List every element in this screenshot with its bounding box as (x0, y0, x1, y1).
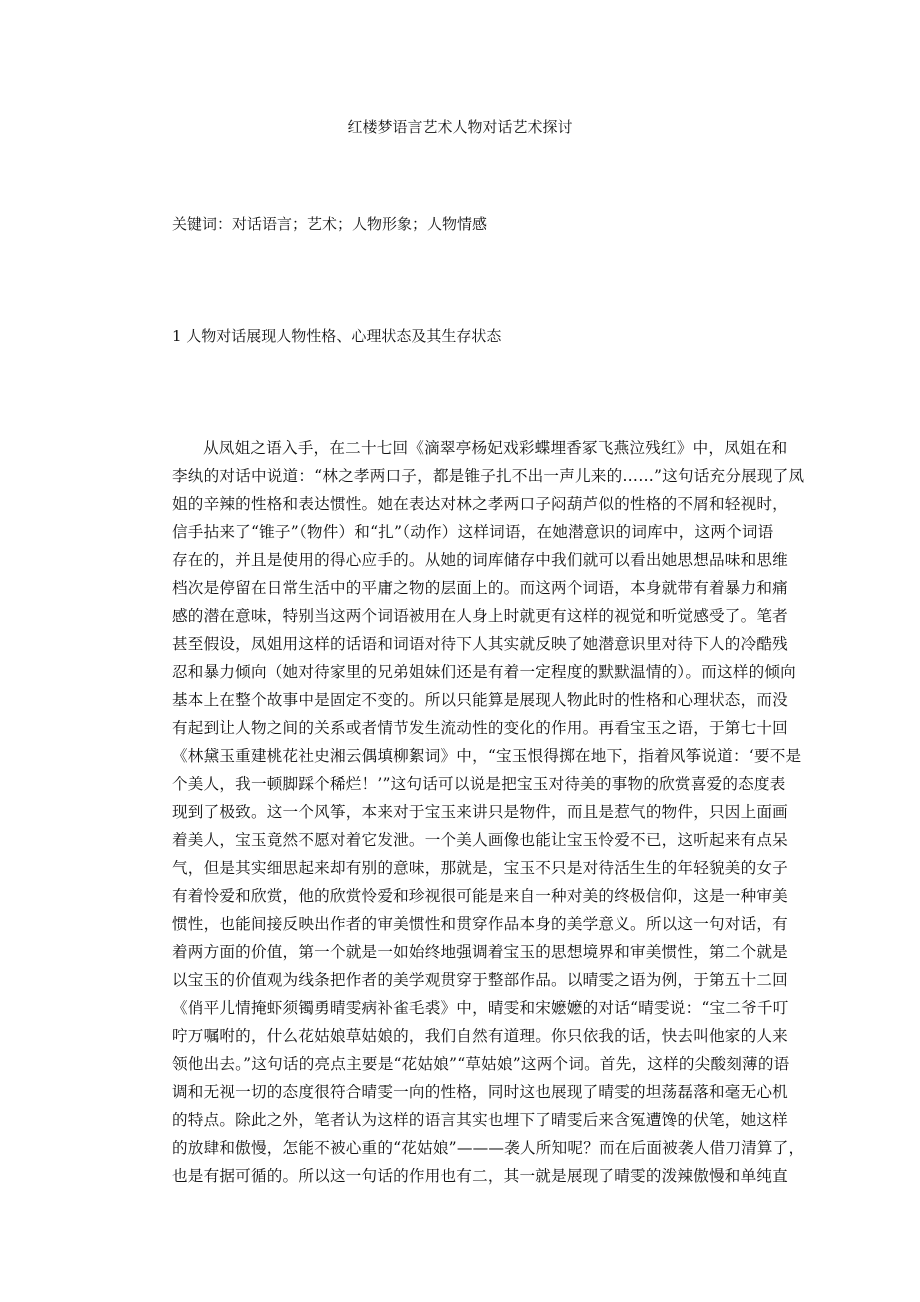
paragraph-line: 忍和暴力倾向（她对待家里的兄弟姐妹们还是有着一定程度的默默温情的）。而这样的倾向 (172, 663, 796, 681)
paragraph-line: 领他出去。”这句话的亮点主要是“花姑娘”“草姑娘”这两个词。首先，这样的尖酸刻薄的语 (172, 1055, 790, 1073)
paragraph-line: 也是有据可循的。所以这一句话的作用也有二，其一就是展现了晴雯的泼辣傲慢和单纯直 (172, 1167, 788, 1185)
document-title: 红楼梦语言艺术人物对话艺术探讨 (347, 118, 573, 136)
paragraph-line: 个美人，我一顿脚踩个稀烂！’”这句话可以说是把宝玉对待美的事物的欣赏喜爱的态度表 (172, 775, 786, 793)
paragraph-line: 现到了极致。这一个风筝，本来对于宝玉来讲只是物件，而且是惹气的物件，只因上面画 (172, 803, 788, 821)
paragraph-line: 调和无视一切的态度很符合晴雯一向的性格，同时这也展现了晴雯的坦荡磊落和毫无心机 (172, 1083, 788, 1101)
paragraph-line: 从凤姐之语入手，在二十七回《滴翠亭杨妃戏彩蝶埋香冢飞燕泣残红》中，凤姐在和 (203, 439, 788, 457)
paragraph-line: 甚至假设，凤姐用这样的话语和词语对待下人其实就反映了她潜意识里对待下人的冷酷残 (172, 635, 788, 653)
paragraph-line: 感的潜在意味，特别当这两个词语被用在人身上时就更有这样的视觉和听觉感受了。笔者 (172, 607, 788, 625)
paragraph-line: 以宝玉的价值观为线条把作者的美学观贯穿于整部作品。以晴雯之语为例，于第五十二回 (172, 971, 788, 989)
body-paragraph (172, 434, 805, 1190)
paragraph-line: 咛万嘱咐的，什么花姑娘草姑娘的，我们自然有道理。你只依我的话，快去叫他家的人来 (172, 1027, 788, 1045)
paragraph-line: 李纨的对话中说道：“林之孝两口子，都是锥子扎不出一声儿来的……”这句话充分展现了凤 (172, 467, 805, 485)
paragraph-line: 《林黛玉重建桃花社史湘云偶填柳絮词》中，“宝玉恨得掷在地下，指着风筝说道：‘要不是 (172, 747, 802, 765)
paragraph-line: 的放肆和傲慢，怎能不被心重的“花姑娘”———袭人所知呢？而在后面被袭人借刀清算了， (172, 1139, 805, 1157)
paragraph-line: 的特点。除此之外，笔者认为这样的语言其实也埋下了晴雯后来含冤遭馋的伏笔，她这样 (172, 1111, 788, 1129)
section-heading: 1 人物对话展现人物性格、心理状态及其生存状态 (172, 327, 502, 345)
paragraph-line: 姐的辛辣的性格和表达惯性。她在表达对林之孝两口子闷葫芦似的性格的不屑和轻视时， (172, 495, 788, 513)
paragraph-line: 《俏平儿情掩虾须镯勇晴雯病补雀毛裘》中，晴雯和宋嬷嬷的对话“晴雯说：“宝二爷千叮 (172, 999, 789, 1017)
paragraph-line: 着美人，宝玉竟然不愿对着它发泄。一个美人画像也能让宝玉怜爱不已，这听起来有点呆 (172, 831, 788, 849)
paragraph-line: 气，但是其实细思起来却有别的意味，那就是，宝玉不只是对待活生生的年轻貌美的女子 (172, 859, 788, 877)
paragraph-line: 信手拈来了“锥子”（物件）和“扎”（动作）这样词语，在她潜意识的词库中，这两个词语 (172, 523, 774, 541)
paragraph-line: 着两方面的价值，第一个就是一如始终地强调着宝玉的思想境界和审美惯性，第二个就是 (172, 943, 788, 961)
paragraph-line: 存在的，并且是使用的得心应手的。从她的词库储存中我们就可以看出她思想品味和思维 (172, 551, 788, 569)
paragraph-line: 档次是停留在日常生活中的平庸之物的层面上的。而这两个词语，本身就带有着暴力和痛 (172, 579, 788, 597)
keywords-line: 关键词：对话语言；艺术；人物形象；人物情感 (172, 215, 488, 233)
paragraph-line: 基本上在整个故事中是固定不变的。所以只能算是展现人物此时的性格和心理状态，而没 (172, 691, 788, 709)
paragraph-line: 有起到让人物之间的关系或者情节发生流动性的变化的作用。再看宝玉之语，于第七十回 (172, 719, 788, 737)
paragraph-line: 惯性，也能间接反映出作者的审美惯性和贯穿作品本身的美学意义。所以这一句对话，有 (172, 915, 788, 933)
paragraph-line: 有着怜爱和欣赏，他的欣赏怜爱和珍视很可能是来自一种对美的终极信仰，这是一种审美 (172, 887, 788, 905)
